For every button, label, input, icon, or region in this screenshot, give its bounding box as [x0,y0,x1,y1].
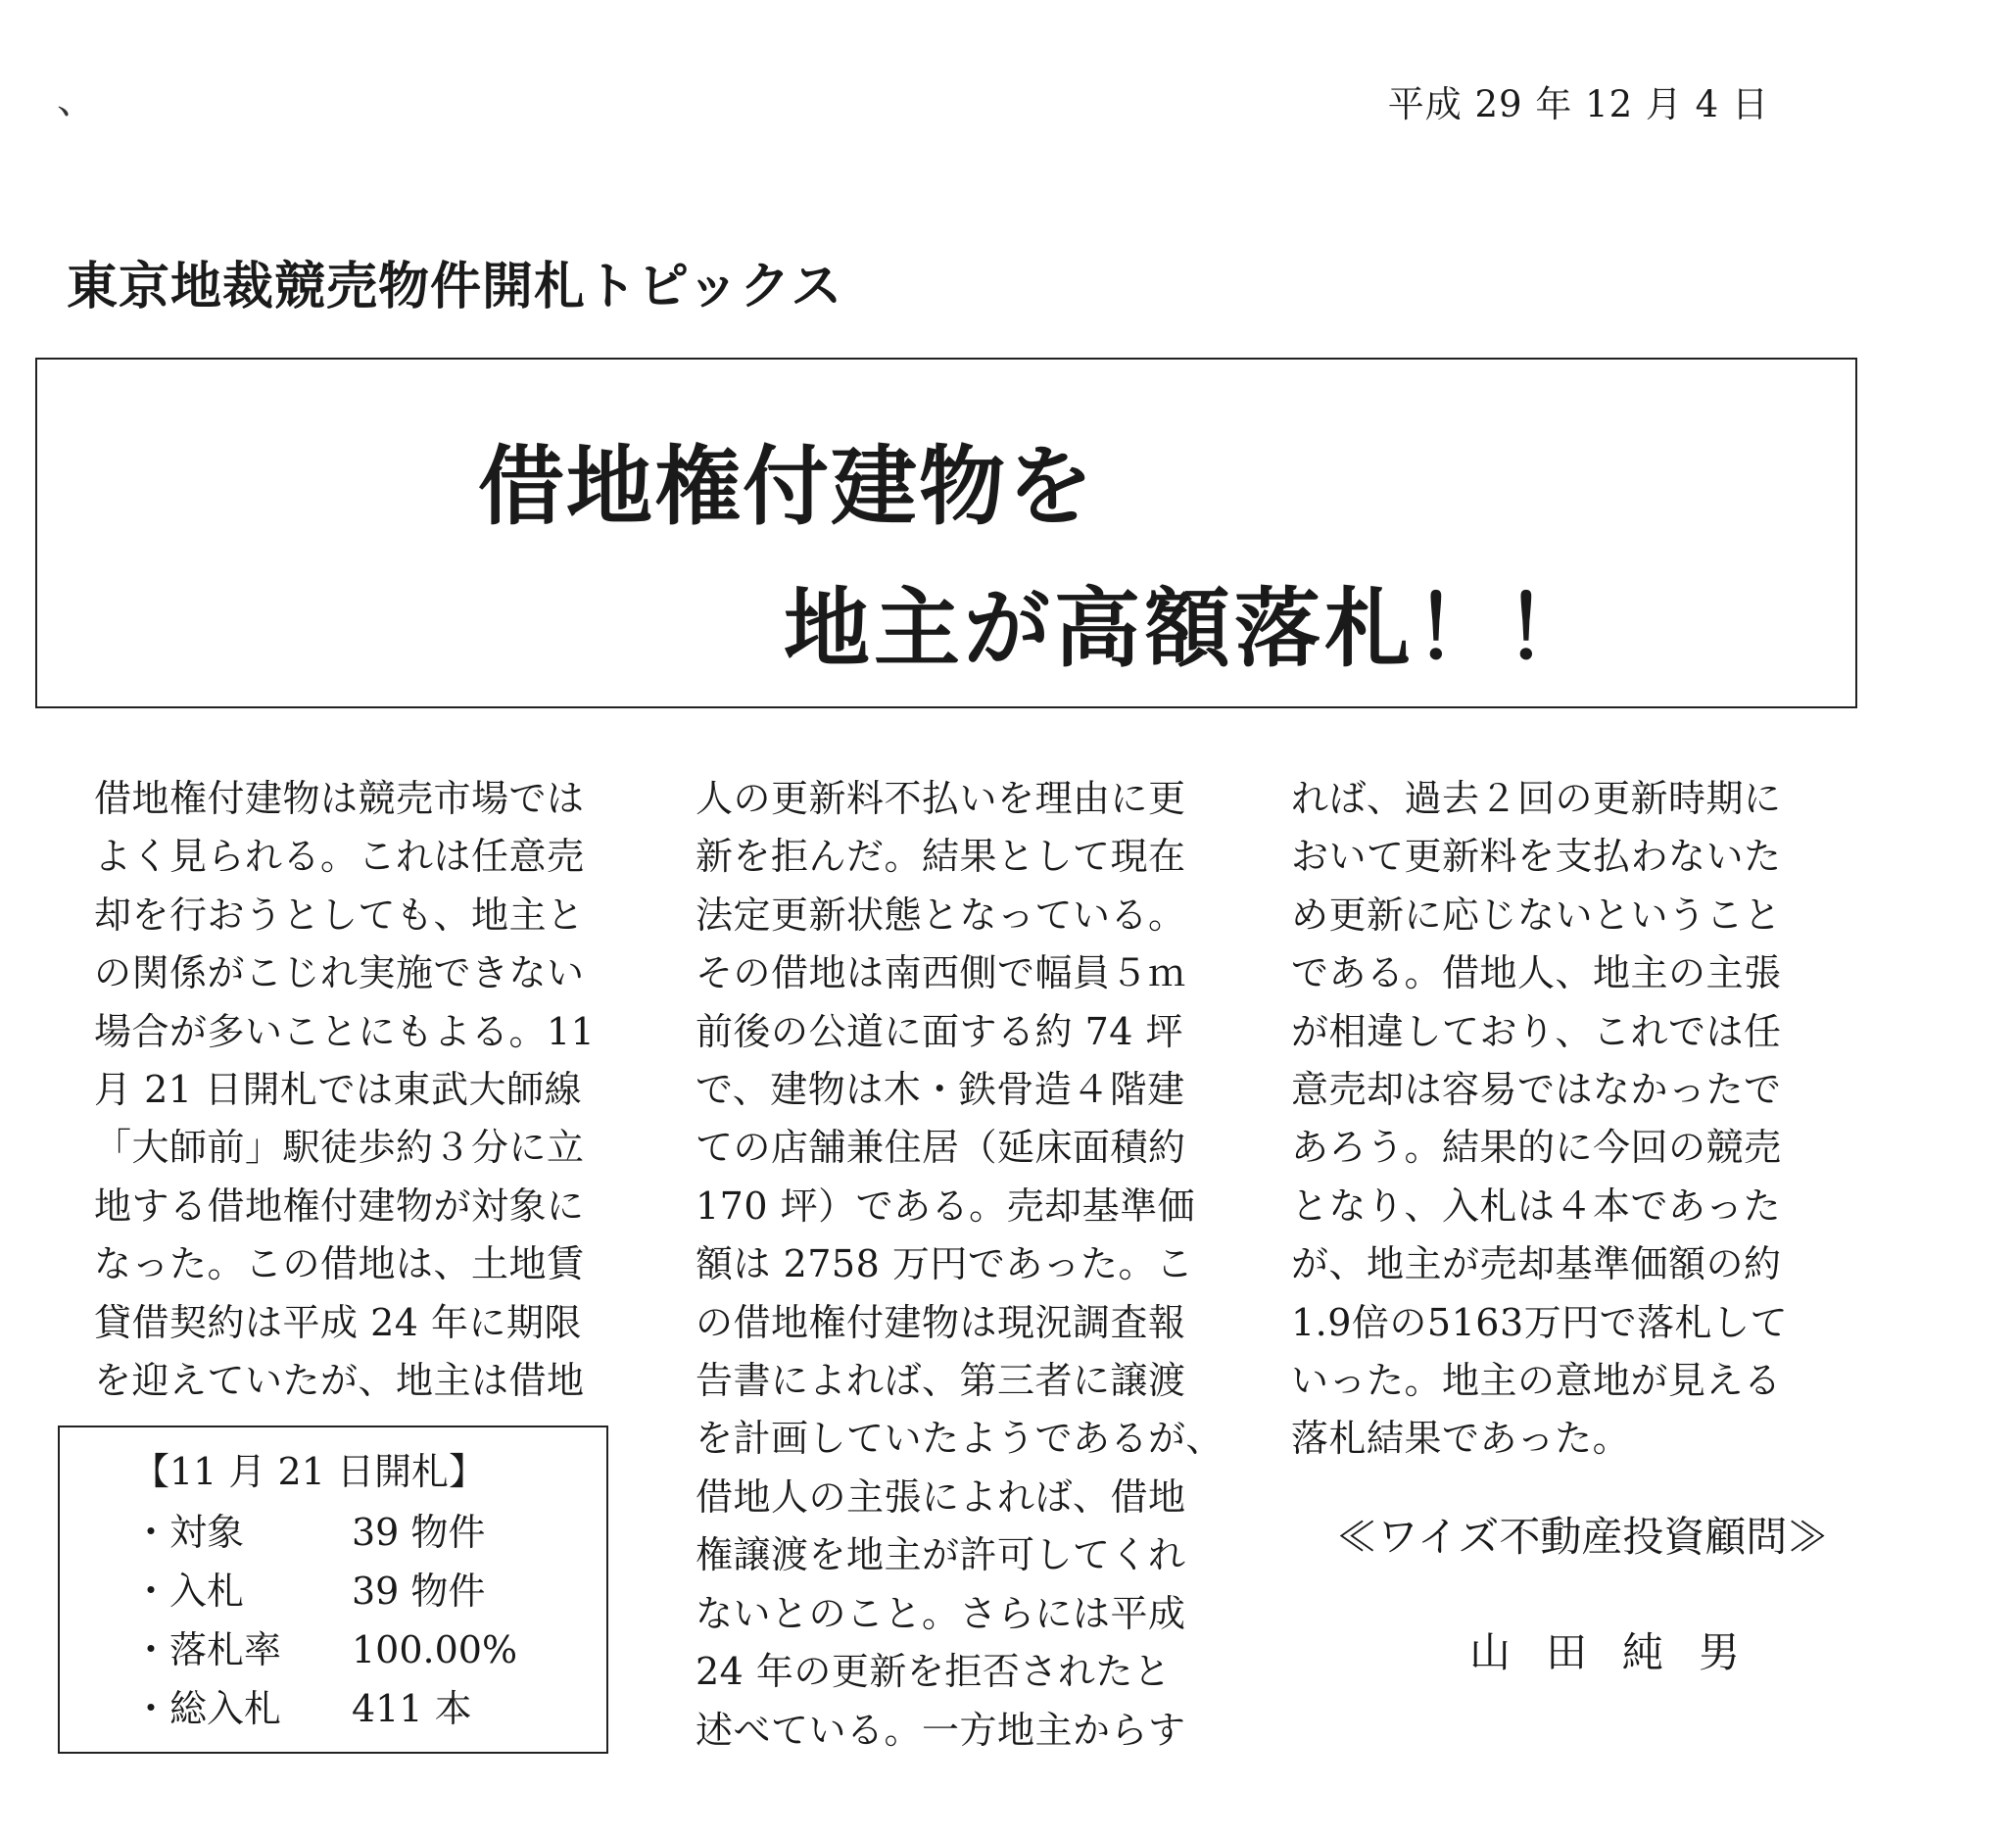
headline-box [35,358,1857,708]
column-line: 24 年の更新を拒否されたと [696,1650,1172,1694]
stat-row-targets [132,1502,485,1556]
column-line: 170 坪）である。売却基準価 [696,1184,1196,1228]
column-line: 法定更新状態となっている。 [696,893,1186,937]
column-line: ないとのこと。さらには平成 [696,1591,1186,1635]
auction-results-box [58,1426,608,1754]
column-line: が、地主が売却基準価額の約 [1291,1242,1782,1286]
stat-label: ・対象 [132,1511,245,1554]
column-line: ての店舗兼住居（延床面積約 [696,1126,1186,1170]
column-line: め更新に応じないということ [1291,893,1782,937]
stat-label: ・入札 [132,1570,245,1613]
stat-row-total-bids [132,1678,472,1732]
column-line: 1.9倍の5163万円で落札して [1291,1300,1789,1344]
series-title: 東京地裁競売物件開札トピックス [67,258,843,316]
column-line: が相違しており、これでは任 [1291,1009,1782,1053]
headline-line-2: 地主が高額落札！！ [784,578,1596,679]
article-column-2 [696,770,1224,1760]
column-line: を計画していたようであるが、 [696,1417,1224,1461]
column-line: の借地権付建物は現況調査報 [696,1300,1186,1344]
column-line: 前後の公道に面する約 74 坪 [696,1009,1184,1053]
article-column-3 [1291,770,1788,1469]
firm-name: ≪ワイズ不動産投資顧問≫ [1336,1513,1829,1561]
column-line: おいて更新料を支払わないた [1291,835,1782,879]
column-line: となり、入札は４本であった [1291,1184,1782,1228]
stat-value: 100.00% [352,1628,518,1671]
column-line: その借地は南西側で幅員５ｍ [696,951,1186,995]
column-line: 借地人の主張によれば、借地 [696,1474,1186,1519]
column-line: 借地権付建物は競売市場では [94,777,585,820]
stray-mark: 、 [57,77,96,122]
results-title: 【11 月 21 日開札】 [132,1450,486,1493]
author-name: 山田純男 [1469,1628,1776,1676]
column-line: で、建物は木・鉄骨造４階建 [696,1068,1185,1112]
column-line: 人の更新料不払いを理由に更 [696,777,1186,820]
stat-value: 411 本 [352,1687,472,1730]
column-line: 額は 2758 万円であった。こ [696,1242,1194,1286]
stat-row-bids [132,1561,485,1615]
column-line: れば、過去２回の更新時期に [1291,777,1782,820]
column-line: の関係がこじれ実施できない [94,951,585,995]
stat-value: 39 物件 [352,1570,486,1613]
headline-line-1: 借地権付建物を [478,436,1096,537]
column-line: 貸借契約は平成 24 年に期限 [94,1300,583,1344]
column-line: 場合が多いことにもよる。11 [94,1009,596,1053]
column-line: 落札結果であった。 [1291,1417,1631,1461]
column-line: 却を行おうとしても、地主と [94,893,585,937]
stat-value: 39 物件 [352,1511,486,1554]
column-line: 権譲渡を地主が許可してくれ [696,1533,1186,1577]
document-date: 平成 29 年 12 月 4 日 [1387,83,1769,125]
stat-label: ・落札率 [132,1628,282,1671]
column-line: いった。地主の意地が見える [1291,1359,1782,1403]
column-line: 月 21 日開札では東武大師線 [94,1068,583,1112]
column-line: を迎えていたが、地主は借地 [94,1359,585,1403]
column-line: 述べている。一方地主からす [696,1708,1186,1752]
column-line: 地する借地権付建物が対象に [94,1184,585,1228]
column-line: なった。この借地は、土地賃 [94,1242,585,1286]
column-line: 意売却は容易ではなかったで [1291,1068,1782,1112]
column-line: 新を拒んだ。結果として現在 [696,835,1186,879]
column-line: である。借地人、地主の主張 [1291,951,1782,995]
column-line: 「大師前」駅徒歩約３分に立 [94,1126,585,1170]
stat-label: ・総入札 [132,1687,282,1730]
column-line: よく見られる。これは任意売 [94,835,585,879]
article-column-1 [94,770,595,1410]
stat-row-win-rate [132,1619,517,1673]
column-line: あろう。結果的に今回の競売 [1291,1126,1782,1170]
column-line: 告書によれば、第三者に譲渡 [696,1359,1186,1403]
